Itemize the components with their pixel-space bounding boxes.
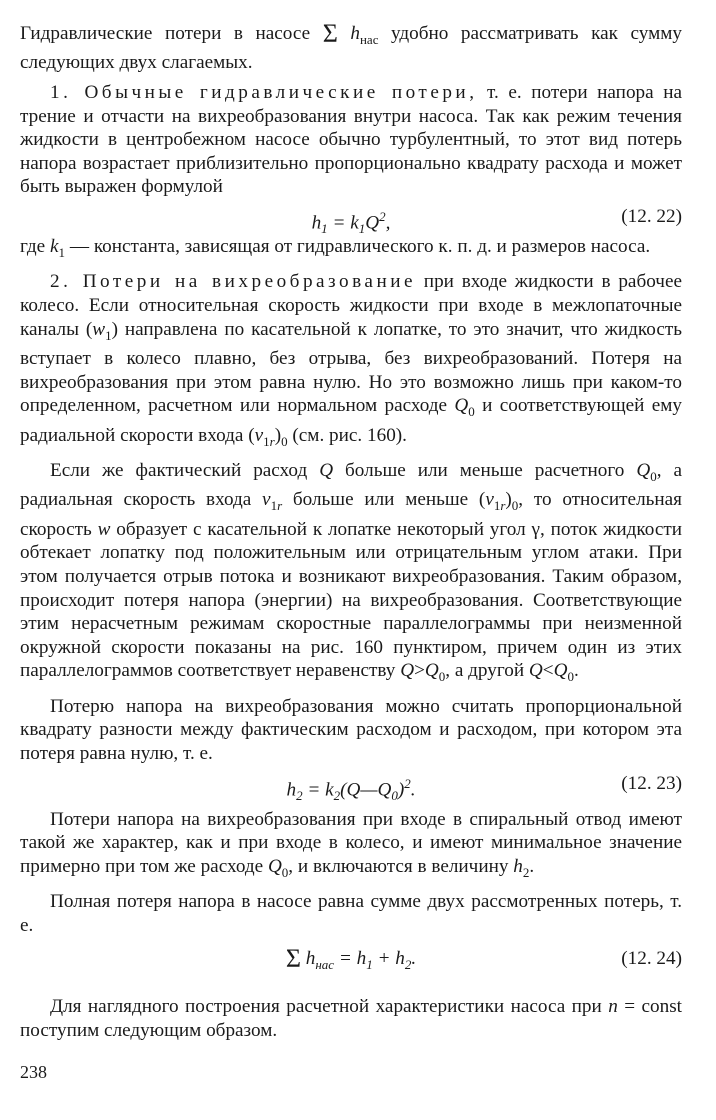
equation-12-22-body: $h_1 = k_1Q^2$, [311,208,391,237]
equation-12-23-number: (12. 23) [621,772,682,794]
equation-12-24-body: Σ $h_{нас} = h_1 + h_2$. [285,944,417,974]
equation-12-24 [20,937,682,981]
heading-ordinary-losses: 1. Обычные гидравлические потери, [50,82,478,104]
paragraph-off-design: Если же фактический расход Q больше или меньше расчетного $Q_0$, а радиальная скорость входа $v_{1r}$ больше или меньше $(v_{1r})_0$, то относительная скорость w образует с касательной к лопатке некоторый угол γ, поток жидкости обтекает лопатку под положительным или отрицательным углом атаки. При этом получается отрыв потока и возникают вихреобразования. Таким образом, происходит потеря напора (энергии) на вихреобразования. Соответствующие этим нерасчетным режимам скоростные параллелограммы при неизменной окружной скорости показаны на рис. 160 пунктиром, причем один из этих параллелограммов соответствует неравенству $Q>Q_0$, а другой $Q<Q_0$. [20,460,683,685]
paragraph-intro: Гидравлические потери в насосе Σ $h_{нас}$ удобно рассматривать как сумму следующих двух слагаемых. [20,19,682,74]
paragraph-proportional-loss: Потерю напора на вихреобразования можно считать пропорциональной квадрату разности между фактическим расходом и расходом, при котором эта потеря равна нулю, т. е. [20,695,682,765]
equation-12-23 [20,766,682,802]
paragraph-ordinary-losses [20,81,682,199]
paragraph-characteristic: Для наглядного построения расчетной характеристики насоса при n = const поступим следующим образом. [20,996,682,1042]
equation-12-22 [20,199,682,235]
equation-12-22-number: (12. 22) [621,205,682,227]
equation-12-23-body: $h_2$ = $k_2(Q—Q_0)^2$. [286,775,416,803]
paragraph-spiral-outlet: Потери напора на вихреобразования при входе в спиральный отвод имеют такой же характер, как и при входе в колесо, и имеют минимальное значение примерно при том же расходе $Q_0$, и включаются в величину $h_2$. [20,808,682,880]
equation-12-24-number: (12. 24) [621,948,682,970]
paragraph-total-loss: Полная потеря напора в насосе равна сумме двух рассмотренных потерь, т. е. [20,891,682,936]
heading-vortex-losses: 2. Потери на вихреобразование [50,271,416,293]
paragraph-k1-definition: где $k_1$ — константа, зависящая от гидравлического к. п. д. и размеров насоса. [20,235,651,260]
page-number: 238 [20,1062,47,1082]
text-vortex-losses: при входе жидкости в рабочее колесо. Если относительная скорость жидкости при входе в межлопаточные каналы $(w_1)$ направлена по касательной к лопатке, то это значит, что жидкость вступает в колесо плавно, без отрыва, без вихреобразований. Потеря на вихреобразования при этом равна нулю. Но это возможно лишь при каком-то определенном, расчетном или нормальном расходе $Q_0$ и соответствующей ему радиальной скорости входа $(v_{1r})_0$ (см. рис. 160). [20,271,683,449]
paragraph-vortex-losses [20,270,682,453]
text-ordinary-losses: т. е. потери напора на трение и отчасти на вихреобразования внутри насоса. Так как режим течения жидкости в центробежном насосе обычно турбулентный, то этот вид потерь напора возрастает приблизительно пропорционально квадрату расхода и может быть выражен формулой [20,82,682,198]
